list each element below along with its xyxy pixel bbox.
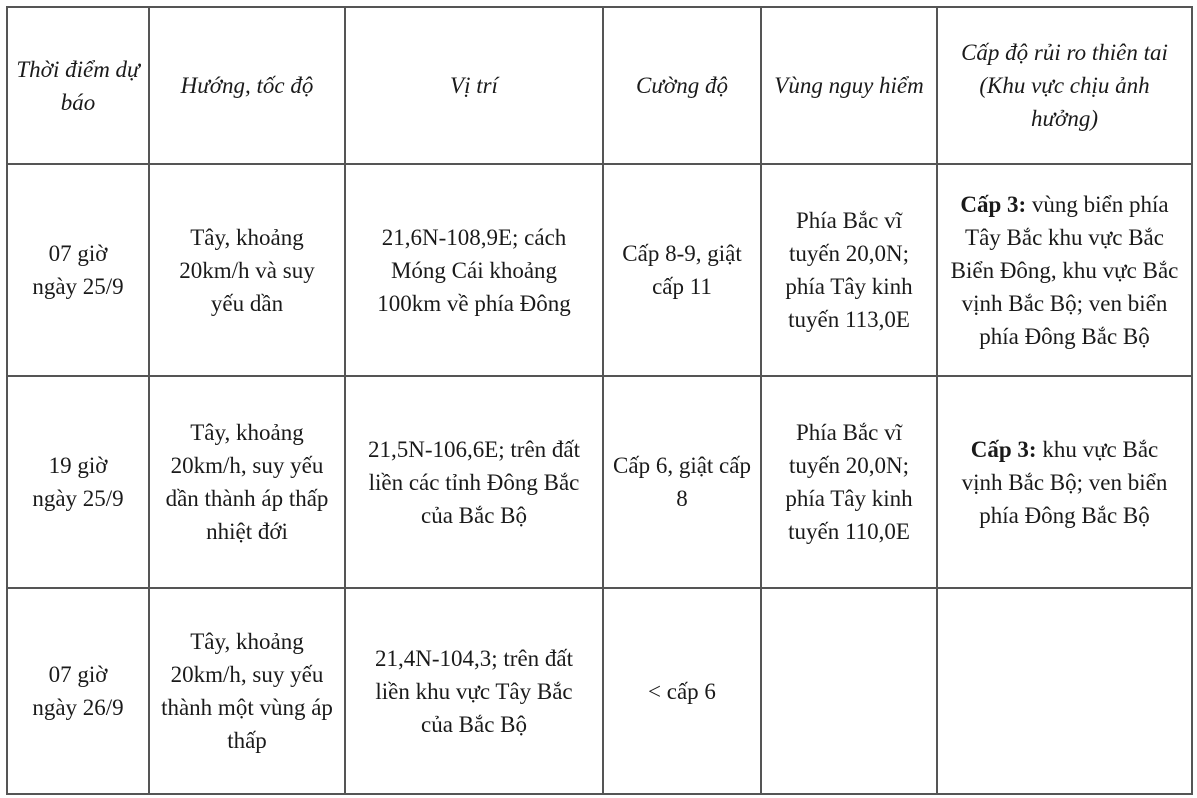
cell-intensity: < cấp 6: [603, 588, 761, 794]
cell-direction: Tây, khoảng 20km/h, suy yếu thành một vùng áp thấp: [149, 588, 345, 794]
cell-risk: [937, 588, 1192, 794]
risk-level: Cấp 3:: [970, 436, 1037, 462]
cell-time: 19 giờ ngày 25/9: [7, 376, 149, 588]
header-time: Thời điểm dự báo: [7, 7, 149, 164]
header-direction: Hướng, tốc độ: [149, 7, 345, 164]
cell-danger-zone: [761, 588, 937, 794]
cell-danger-zone: Phía Bắc vĩ tuyến 20,0N; phía Tây kinh tuyến 113,0E: [761, 164, 937, 376]
cell-position: 21,6N-108,9E; cách Móng Cái khoảng 100km về phía Đông: [345, 164, 603, 376]
cell-direction: Tây, khoảng 20km/h, suy yếu dần thành áp thấp nhiệt đới: [149, 376, 345, 588]
table-row: [7, 164, 1192, 376]
cell-intensity: Cấp 8-9, giật cấp 11: [603, 164, 761, 376]
cell-danger-zone: Phía Bắc vĩ tuyến 20,0N; phía Tây kinh tuyến 110,0E: [761, 376, 937, 588]
header-risk: Cấp độ rủi ro thiên tai (Khu vực chịu ảnh hưởng): [937, 7, 1192, 164]
forecast-table: [6, 6, 1193, 795]
risk-level: Cấp 3:: [960, 191, 1027, 217]
table-header-row: [7, 7, 1192, 164]
header-position: Vị trí: [345, 7, 603, 164]
cell-direction: Tây, khoảng 20km/h và suy yếu dần: [149, 164, 345, 376]
cell-time: 07 giờ ngày 26/9: [7, 588, 149, 794]
risk-area: vùng biển phía Tây Bắc khu vực Bắc Biển Đông, khu vực Bắc vịnh Bắc Bộ; ven biển phía Đông Bắc Bộ: [950, 191, 1179, 349]
table-row: [7, 588, 1192, 794]
cell-intensity: Cấp 6, giật cấp 8: [603, 376, 761, 588]
cell-time: 07 giờ ngày 25/9: [7, 164, 149, 376]
table-row: [7, 376, 1192, 588]
header-intensity: Cường độ: [603, 7, 761, 164]
cell-position: 21,5N-106,6E; trên đất liền các tỉnh Đông Bắc của Bắc Bộ: [345, 376, 603, 588]
header-danger-zone: Vùng nguy hiểm: [761, 7, 937, 164]
cell-position: 21,4N-104,3; trên đất liền khu vực Tây Bắc của Bắc Bộ: [345, 588, 603, 794]
cell-risk: [937, 164, 1192, 376]
risk-area: khu vực Bắc vịnh Bắc Bộ; ven biển phía Đông Bắc Bộ: [961, 436, 1168, 528]
cell-risk: [937, 376, 1192, 588]
